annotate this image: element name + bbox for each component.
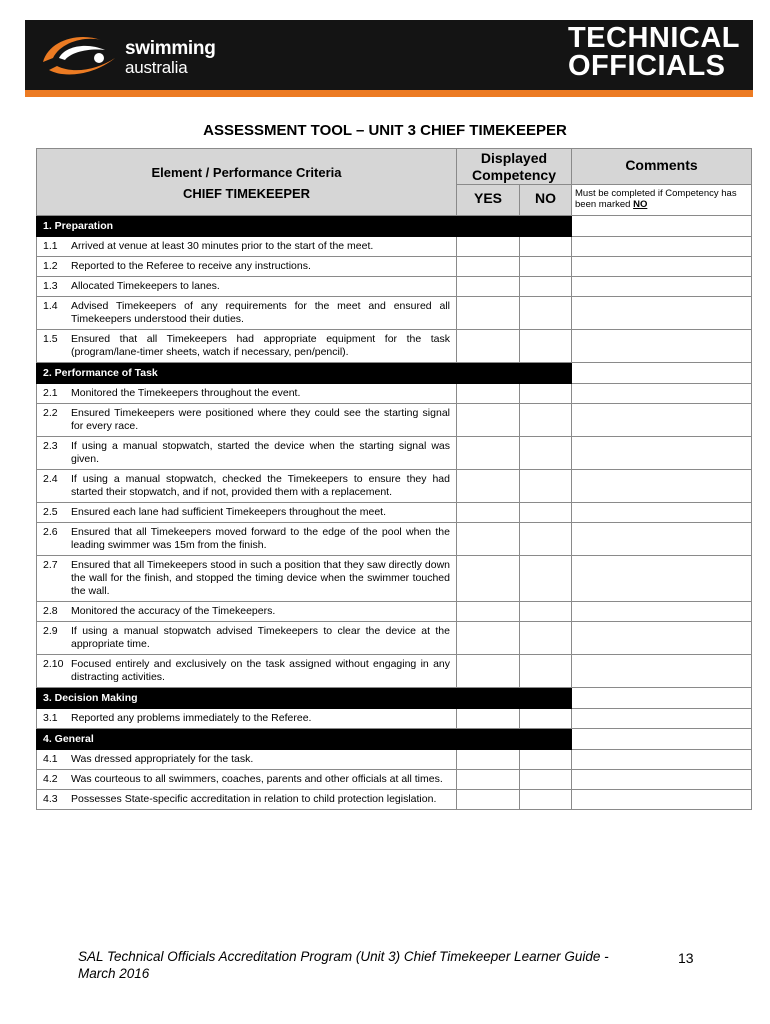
criteria-number: 1.2: [43, 260, 58, 272]
comments-note-text: Must be completed if Competency has been marked: [575, 188, 737, 210]
no-checkbox-cell[interactable]: [520, 297, 572, 330]
criteria-content: [43, 387, 450, 400]
comments-note-emphasis: NO: [633, 199, 648, 210]
page-number: 13: [678, 950, 694, 966]
criteria-text: Allocated Timekeepers to lanes.: [71, 280, 220, 292]
no-checkbox-cell[interactable]: [520, 257, 572, 277]
criteria-number: 2.6: [43, 526, 58, 538]
no-column-header: NO: [520, 185, 572, 216]
section-header-row: [37, 688, 752, 709]
criteria-number: 2.9: [43, 625, 58, 637]
comments-cell[interactable]: [572, 622, 752, 655]
criteria-header-line1: Element / Performance Criteria: [151, 165, 342, 180]
yes-checkbox-cell[interactable]: [457, 622, 520, 655]
no-checkbox-cell[interactable]: [520, 770, 572, 790]
criteria-text: Ensured that all Timekeepers had appropriate equipment for the task (program/lane-timer sheets, watch if necessary, pen/pencil).: [71, 333, 450, 358]
criteria-number: 4.1: [43, 753, 58, 765]
brand-line-1: TECHNICAL: [567, 22, 740, 54]
comments-instruction: [572, 185, 752, 216]
criteria-content: [43, 440, 450, 466]
logo-text-swimming: swimming: [125, 38, 216, 59]
yes-checkbox-cell[interactable]: [457, 297, 520, 330]
no-checkbox-cell[interactable]: [520, 503, 572, 523]
criteria-cell: [37, 384, 457, 404]
criteria-row: [37, 384, 752, 404]
section-header-row: [37, 363, 752, 384]
no-checkbox-cell[interactable]: [520, 655, 572, 688]
criteria-content: [43, 753, 450, 766]
criteria-cell: [37, 404, 457, 437]
criteria-text: If using a manual stopwatch advised Timekeepers to clear the device at the appropriate time.: [71, 625, 450, 650]
criteria-text: Ensured Timekeepers were positioned where they could see the starting signal for every race.: [71, 407, 450, 432]
yes-column-header: YES: [457, 185, 520, 216]
criteria-cell: [37, 556, 457, 602]
criteria-text: Ensured that all Timekeepers moved forward to the edge of the pool when the leading swimmer was 15m from the finish.: [71, 526, 450, 551]
comments-cell[interactable]: [572, 709, 752, 729]
criteria-number: 1.5: [43, 333, 58, 345]
comments-cell[interactable]: [572, 404, 752, 437]
comments-cell[interactable]: [572, 470, 752, 503]
yes-checkbox-cell[interactable]: [457, 330, 520, 363]
no-checkbox-cell[interactable]: [520, 709, 572, 729]
comments-cell[interactable]: [572, 330, 752, 363]
criteria-content: [43, 300, 450, 326]
technical-officials-title: [568, 24, 740, 80]
no-checkbox-cell[interactable]: [520, 622, 572, 655]
criteria-number: 2.1: [43, 387, 58, 399]
yes-checkbox-cell[interactable]: [457, 277, 520, 297]
section-heading: 2. Performance of Task: [37, 363, 572, 384]
no-checkbox-cell[interactable]: [520, 384, 572, 404]
criteria-content: [43, 559, 450, 598]
criteria-content: [43, 658, 450, 684]
comments-cell[interactable]: [572, 503, 752, 523]
criteria-row: [37, 790, 752, 810]
criteria-number: 4.3: [43, 793, 58, 805]
yes-checkbox-cell[interactable]: [457, 709, 520, 729]
yes-checkbox-cell[interactable]: [457, 257, 520, 277]
criteria-text: Reported any problems immediately to the Referee.: [71, 712, 312, 724]
criteria-number: 2.5: [43, 506, 58, 518]
criteria-cell: [37, 257, 457, 277]
criteria-text: Reported to the Referee to receive any instructions.: [71, 260, 311, 272]
no-checkbox-cell[interactable]: [520, 437, 572, 470]
criteria-content: [43, 793, 450, 806]
criteria-cell: [37, 709, 457, 729]
assessment-table: [36, 148, 752, 810]
criteria-number: 2.8: [43, 605, 58, 617]
yes-checkbox-cell[interactable]: [457, 556, 520, 602]
criteria-content: [43, 625, 450, 651]
criteria-row: [37, 257, 752, 277]
criteria-content: [43, 773, 450, 786]
yes-checkbox-cell[interactable]: [457, 750, 520, 770]
no-checkbox-cell[interactable]: [520, 523, 572, 556]
yes-checkbox-cell[interactable]: [457, 523, 520, 556]
criteria-number: 1.1: [43, 240, 58, 252]
section-heading: 1. Preparation: [37, 216, 572, 237]
section-comments-cell: [572, 729, 752, 750]
criteria-cell: [37, 277, 457, 297]
criteria-cell: [37, 470, 457, 503]
header-accent-stripe: [25, 90, 753, 97]
comments-cell[interactable]: [572, 655, 752, 688]
comments-cell[interactable]: [572, 437, 752, 470]
assessment-rows: [37, 216, 752, 810]
comments-cell[interactable]: [572, 556, 752, 602]
criteria-cell: [37, 297, 457, 330]
no-checkbox-cell[interactable]: [520, 790, 572, 810]
no-checkbox-cell[interactable]: [520, 277, 572, 297]
criteria-text: Focused entirely and exclusively on the task assigned without engaging in any distracting activities.: [71, 658, 450, 683]
criteria-number: 2.2: [43, 407, 58, 419]
comments-cell[interactable]: [572, 790, 752, 810]
comments-cell[interactable]: [572, 384, 752, 404]
displayed-competency-header: Displayed Competency: [457, 149, 572, 185]
criteria-text: Monitored the accuracy of the Timekeepers.: [71, 605, 276, 617]
comments-cell[interactable]: [572, 523, 752, 556]
criteria-content: [43, 526, 450, 552]
criteria-number: 2.7: [43, 559, 58, 571]
comments-header: Comments: [572, 149, 752, 185]
logo-text-australia: australia: [125, 58, 188, 77]
criteria-text: Ensured each lane had sufficient Timekeepers throughout the meet.: [71, 506, 387, 518]
comments-cell[interactable]: [572, 237, 752, 257]
yes-checkbox-cell[interactable]: [457, 790, 520, 810]
section-heading: 4. General: [37, 729, 572, 750]
criteria-text: If using a manual stopwatch, started the device when the starting signal was given.: [71, 440, 450, 465]
yes-checkbox-cell[interactable]: [457, 237, 520, 257]
comments-cell[interactable]: [572, 297, 752, 330]
section-comments-cell: [572, 688, 752, 709]
criteria-text: Possesses State-specific accreditation in relation to child protection legislation.: [71, 793, 437, 805]
criteria-column-header: [37, 149, 457, 216]
criteria-row: [37, 622, 752, 655]
criteria-content: [43, 506, 450, 519]
yes-checkbox-cell[interactable]: [457, 437, 520, 470]
no-checkbox-cell[interactable]: [520, 470, 572, 503]
criteria-row: [37, 523, 752, 556]
section-comments-cell: [572, 216, 752, 237]
criteria-text: Ensured that all Timekeepers stood in such a position that they saw directly down the wall for the finish, and stopped the timing device when the swimmer touched the wall.: [71, 559, 450, 597]
swimming-australia-logo: [35, 28, 235, 84]
criteria-text: Arrived at venue at least 30 minutes prior to the start of the meet.: [71, 240, 374, 252]
footer-text: SAL Technical Officials Accreditation Program (Unit 3) Chief Timekeeper Learner Guide - March 2016: [78, 949, 609, 981]
page-title: ASSESSMENT TOOL – UNIT 3 CHIEF TIMEKEEPER: [203, 122, 567, 139]
criteria-number: 3.1: [43, 712, 58, 724]
criteria-row: [37, 297, 752, 330]
criteria-number: 1.3: [43, 280, 58, 292]
no-checkbox-cell[interactable]: [520, 750, 572, 770]
section-comments-cell: [572, 363, 752, 384]
criteria-cell: [37, 237, 457, 257]
no-checkbox-cell[interactable]: [520, 237, 572, 257]
section-heading: 3. Decision Making: [37, 688, 572, 709]
comments-cell[interactable]: [572, 750, 752, 770]
criteria-cell: [37, 750, 457, 770]
criteria-cell: [37, 770, 457, 790]
yes-checkbox-cell[interactable]: [457, 384, 520, 404]
criteria-content: [43, 240, 450, 253]
section-header-row: [37, 729, 752, 750]
criteria-cell: [37, 523, 457, 556]
criteria-row: [37, 330, 752, 363]
criteria-text: Was dressed appropriately for the task.: [71, 753, 254, 765]
no-checkbox-cell[interactable]: [520, 404, 572, 437]
criteria-content: [43, 280, 450, 293]
criteria-content: [43, 473, 450, 499]
criteria-text: Advised Timekeepers of any requirements for the meet and ensured all Timekeepers understood their duties.: [71, 300, 450, 325]
yes-checkbox-cell[interactable]: [457, 655, 520, 688]
criteria-text: If using a manual stopwatch, checked the Timekeepers to ensure they had started their stopwatch, and if not, provided them with a replacement.: [71, 473, 450, 498]
comments-cell[interactable]: [572, 770, 752, 790]
comments-cell[interactable]: [572, 277, 752, 297]
criteria-number: 2.3: [43, 440, 58, 452]
criteria-cell: [37, 602, 457, 622]
criteria-row: [37, 770, 752, 790]
comments-cell[interactable]: [572, 602, 752, 622]
yes-checkbox-cell[interactable]: [457, 602, 520, 622]
criteria-row: [37, 277, 752, 297]
criteria-row: [37, 602, 752, 622]
no-checkbox-cell[interactable]: [520, 330, 572, 363]
criteria-row: [37, 503, 752, 523]
criteria-row: [37, 556, 752, 602]
criteria-cell: [37, 437, 457, 470]
criteria-content: [43, 712, 450, 725]
criteria-cell: [37, 503, 457, 523]
no-checkbox-cell[interactable]: [520, 556, 572, 602]
criteria-cell: [37, 790, 457, 810]
criteria-content: [43, 260, 450, 273]
criteria-row: [37, 655, 752, 688]
criteria-content: [43, 407, 450, 433]
no-checkbox-cell[interactable]: [520, 602, 572, 622]
brand-line-2: OFFICIALS: [567, 50, 726, 82]
criteria-cell: [37, 655, 457, 688]
criteria-number: 2.10: [43, 658, 64, 670]
yes-checkbox-cell[interactable]: [457, 503, 520, 523]
criteria-content: [43, 605, 450, 618]
criteria-number: 2.4: [43, 473, 58, 485]
criteria-text: Was courteous to all swimmers, coaches, parents and other officials at all times.: [71, 773, 443, 785]
criteria-text: Monitored the Timekeepers throughout the event.: [71, 387, 301, 399]
criteria-row: [37, 404, 752, 437]
yes-checkbox-cell[interactable]: [457, 470, 520, 503]
criteria-number: 4.2: [43, 773, 58, 785]
criteria-row: [37, 709, 752, 729]
criteria-row: [37, 237, 752, 257]
criteria-cell: [37, 330, 457, 363]
criteria-cell: [37, 622, 457, 655]
yes-checkbox-cell[interactable]: [457, 404, 520, 437]
swimmer-swoosh-icon: [35, 28, 121, 84]
criteria-row: [37, 750, 752, 770]
yes-checkbox-cell[interactable]: [457, 770, 520, 790]
section-header-row: [37, 216, 752, 237]
criteria-header-line2: CHIEF TIMEKEEPER: [182, 186, 311, 201]
comments-cell[interactable]: [572, 257, 752, 277]
criteria-number: 1.4: [43, 300, 58, 312]
criteria-content: [43, 333, 450, 359]
criteria-row: [37, 470, 752, 503]
criteria-row: [37, 437, 752, 470]
